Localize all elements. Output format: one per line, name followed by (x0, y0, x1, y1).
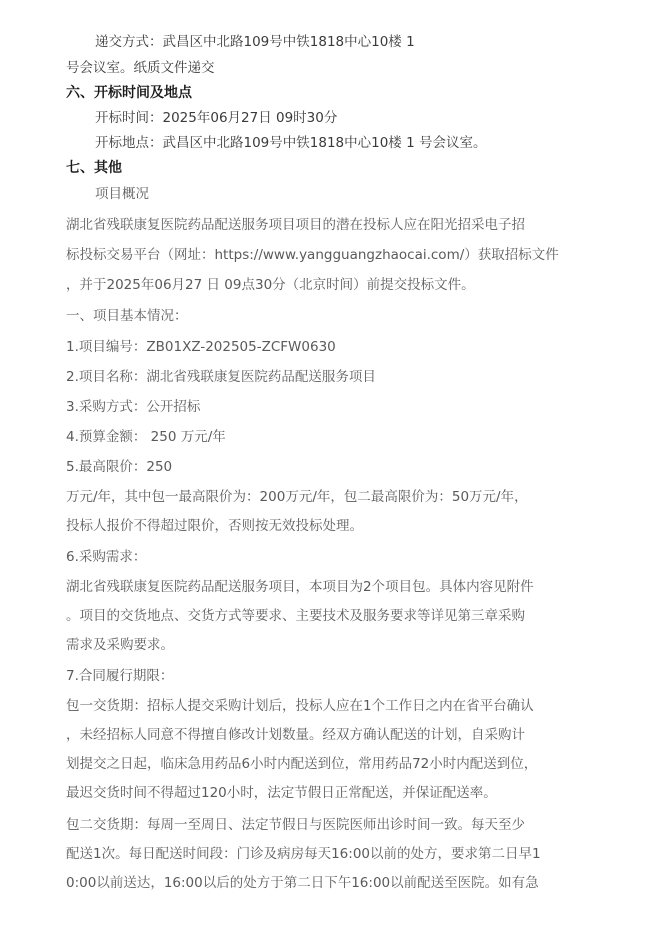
text-line: ，并于2025年06月27 日 09点30分（北京时间）前提交投标文件。 (66, 277, 475, 293)
text-line: 包一交货期：招标人提交采购计划后，投标人应在1个工作日之内在省平台确认 (66, 698, 534, 714)
text-line: 包二交货期：每周一至周日、法定节假日与医院医师出诊时间一致。每天至少 (66, 817, 525, 833)
text-line: 2.项目名称：湖北省残联康复医院药品配送服务项目 (66, 369, 376, 385)
text-line: 投标人报价不得超过限价，否则按无效投标处理。 (66, 518, 363, 534)
text-line: 1.项目编号：ZB01XZ-202505-ZCFW0630 (66, 339, 336, 355)
text-line: 。项目的交货地点、交货方式等要求、主要技术及服务要求等详见第三章采购 (66, 608, 525, 624)
text-line: 万元/年，其中包一最高限价为：200万元/年，包二最高限价为：50万元/年， (66, 489, 528, 505)
text-line: 划提交之日起，临床急用药品6小时内配送到位，常用药品72小时内配送到位， (66, 756, 538, 772)
text-line: 3.采购方式：公开招标 (66, 399, 201, 415)
text-line: 7.合同履行期限： (66, 668, 174, 684)
text-line: 5.最高限价：250 (66, 459, 173, 475)
text-line: 递交方式：武昌区中北路109号中铁1818中心10楼 1 (95, 34, 415, 50)
text-line: 号会议室。纸质文件递交 (66, 60, 215, 76)
text-line: 6.采购需求： (66, 549, 147, 565)
text-line: ，未经招标人同意不得擅自修改计划数量。经双方确认配送的计划，自采购计 (66, 727, 525, 743)
text-line: 配送1次。每日配送时间段：门诊及病房每天16:00以前的处方，要求第二日早1 (66, 846, 541, 862)
text-line: 一、项目基本情况： (66, 308, 188, 324)
text-line: 湖北省残联康复医院药品配送服务项目项目的潜在投标人应在阳光招采电子招 (66, 217, 525, 233)
text-line: 项目概况 (95, 186, 149, 202)
text-line: 开标地点：武昌区中北路109号中铁1818中心10楼 1 号会议室。 (95, 135, 487, 151)
text-line: 0:00以前送达，16:00以后的处方于第二日下午16:00以前配送至医院。如有急 (66, 875, 539, 891)
section-heading: 六、开标时间及地点 (66, 85, 192, 101)
text-line: 湖北省残联康复医院药品配送服务项目，本项目为2个项目包。具体内容见附件 (66, 579, 534, 595)
text-line: 标投标交易平台（网址：https://www.yangguangzhaocai.com/）获取招标文件 (66, 247, 559, 263)
text-line: 需求及采购要求。 (66, 637, 174, 653)
text-line: 开标时间：2025年06月27日 09时30分 (95, 110, 338, 126)
text-line: 最迟交货时间不得超过120小时，法定节假日正常配送，并保证配送率。 (66, 785, 497, 801)
text-line: 4.预算金额： 250 万元/年 (66, 429, 226, 445)
section-heading: 七、其他 (66, 160, 122, 176)
